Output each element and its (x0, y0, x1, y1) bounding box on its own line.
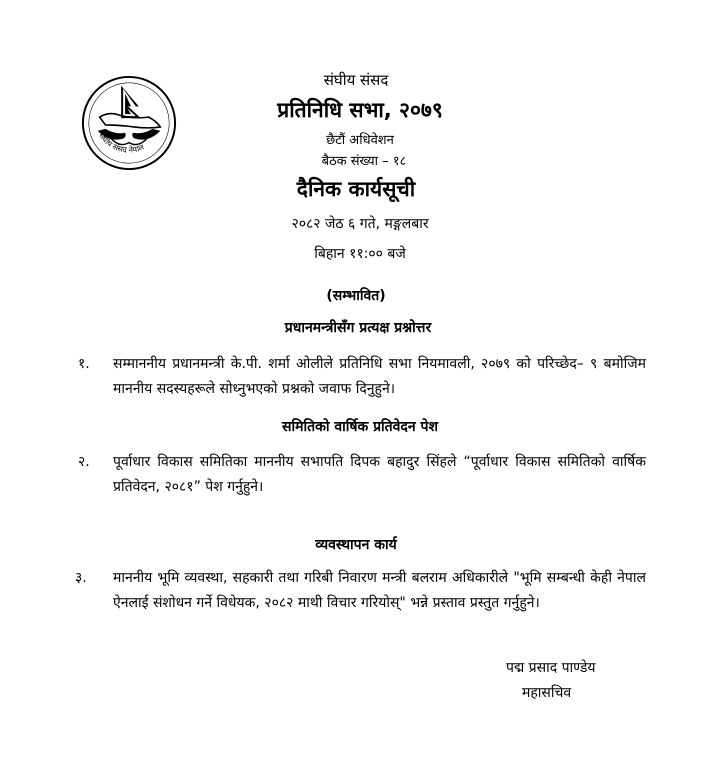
parliament-name: संघीय संसद (323, 71, 389, 89)
meeting-date: २०८२ जेठ ६ गते, मङ्गलबार (291, 216, 429, 232)
item-number: २. (78, 454, 90, 470)
item-text: माननीय भूमि व्यवस्था, सहकारी तथा गरिबी निवारण मन्त्री बलराम अधिकारीले "भूमि सम्बन्धी केही नेपाल ऐनलाई संशोधन गर्ने विधेयक, २०८२ माथी विचार गरियोस्" भन्ने प्रस्ताव प्रस्तुत गर्नुहुने। (113, 570, 646, 611)
session-label: छैटौं अधिवेशन (326, 133, 394, 148)
item-text: पूर्वाधार विकास समितिका माननीय सभापति दिपक बहादुर सिंहले “पूर्वाधार विकास समितिको वार्षिक प्रतिवेदन, २०८१” पेश गर्नुहुने। (113, 454, 646, 495)
item-text: सम्माननीय प्रधानमन्त्री के.पी. शर्मा ओलीले प्रतिनिधि सभा नियमावली, २०७९ को परिच्छेद– ९ बमोजिम माननीय सदस्यहरूले सोध्नुभएको प्रश्नको जवाफ दिनुहुने। (113, 356, 646, 397)
meeting-number: बैठक संख्या – १८ (321, 154, 407, 169)
signatory-name: पद्म प्रसाद पाण्डेय (506, 660, 596, 676)
status-label: (सम्भावित) (326, 288, 386, 304)
section-heading-1: प्रधानमन्त्रीसँग प्रत्यक्ष प्रश्नोत्तर (284, 320, 432, 336)
section-heading-2: समितिको वार्षिक प्रतिवेदन पेश (282, 419, 438, 435)
meeting-time: बिहान ११:०० बजे (314, 246, 406, 262)
section-heading-3: व्यवस्थापन कार्य (315, 537, 397, 553)
item-number: ३. (75, 570, 87, 586)
house-name: प्रतिनिधि सभा, २०७९ (277, 98, 443, 122)
logo-text: संघीय संसद नेपाल (96, 131, 146, 155)
signatory-title: महासचिव (522, 685, 572, 701)
page-title: दैनिक कार्यसूची (296, 177, 416, 201)
item-number: १. (78, 356, 90, 372)
